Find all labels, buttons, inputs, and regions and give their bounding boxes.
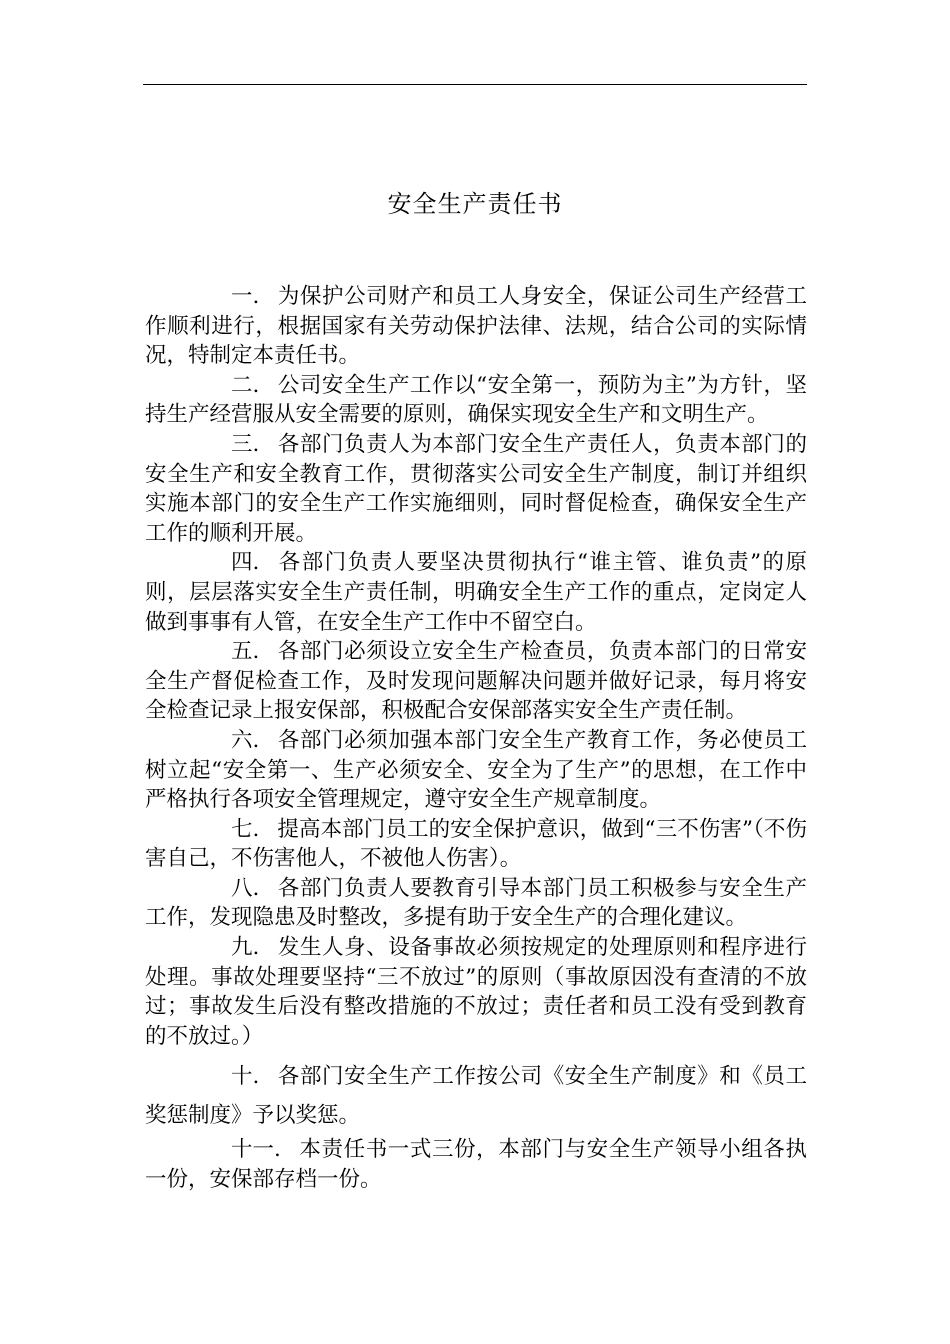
clause-number: 五. (231, 639, 260, 665)
clause-4 (145, 548, 807, 637)
clause-text: 各部门安全生产工作按公司《安全生产制度》和《员工奖惩制度》予以奖惩。 (145, 1064, 807, 1129)
document-title: 安全生产责任书 (387, 190, 563, 218)
clause-5 (145, 637, 807, 726)
clause-number: 十. (231, 1064, 260, 1090)
clause-text: 公司安全生产工作以“安全第一，预防为主”为方针，坚持生产经营服从安全需要的原则，确保实现安全生产和文明生产。 (145, 372, 807, 428)
clause-9 (145, 933, 807, 1051)
clause-number: 二. (231, 372, 260, 398)
clause-text: 发生人身、设备事故必须按规定的处理原则和程序进行处理。事故处理要坚持“三不放过”的原则（事故原因没有查清的不放过；事故发生后没有整改措施的不放过；责任者和员工没有受到教育的不放过。） (145, 935, 807, 1049)
clause-number: 三. (231, 431, 260, 457)
clause-text: 为保护公司财产和员工人身安全，保证公司生产经营工作顺利进行，根据国家有关劳动保护法律、法规，结合公司的实际情况，特制定本责任书。 (145, 284, 807, 369)
header-rule (143, 84, 807, 85)
clause-text: 各部门负责人为本部门安全生产责任人，负责本部门的安全生产和安全教育工作，贯彻落实公司安全生产制度，制订并组织实施本部门的安全生产工作实施细则，同时督促检查，确保安全生产工作的顺利开展。 (145, 431, 807, 546)
clause-number: 九. (231, 935, 260, 961)
clause-10 (145, 1057, 807, 1135)
clause-number: 四. (231, 550, 260, 576)
document-body (145, 282, 807, 1195)
clause-7 (145, 815, 807, 874)
clause-text: 各部门必须加强本部门安全生产教育工作，务必使员工树立起“安全第一、生产必须安全、安全为了生产”的思想，在工作中严格执行各项安全管理规定，遵守安全生产规章制度。 (145, 727, 807, 813)
clause-6 (145, 726, 807, 815)
clause-text: 各部门负责人要坚决贯彻执行“谁主管、谁负责”的原则，层层落实安全生产责任制，明确安全生产工作的重点，定岗定人做到事事有人管，在安全生产工作中不留空白。 (145, 550, 807, 635)
clause-text: 提高本部门员工的安全保护意识，做到“三不伤害”（不伤害自己，不伤害他人，不被他人伤害）。 (145, 816, 807, 872)
clause-number: 八. (231, 875, 260, 901)
clause-text: 各部门负责人要教育引导本部门员工积极参与安全生产工作，发现隐患及时整改，多提有助于安全生产的合理化建议。 (145, 875, 807, 931)
clause-8 (145, 874, 807, 933)
clause-number: 一. (231, 284, 260, 309)
clause-text: 本责任书一式三份，本部门与安全生产领导小组各执一份，安保部存档一份。 (145, 1137, 807, 1193)
clause-2 (145, 371, 807, 430)
clause-number: 十一. (231, 1137, 281, 1163)
clause-text: 各部门必须设立安全生产检查员，负责本部门的日常安全生产督促检查工作，及时发现问题解决问题并做好记录，每月将安全检查记录上报安保部，积极配合安保部落实安全生产责任制。 (145, 639, 807, 724)
clause-11 (145, 1135, 807, 1194)
clause-number: 六. (231, 727, 260, 753)
clause-number: 七. (231, 816, 260, 842)
clause-1 (145, 282, 807, 371)
clause-3 (145, 430, 807, 548)
